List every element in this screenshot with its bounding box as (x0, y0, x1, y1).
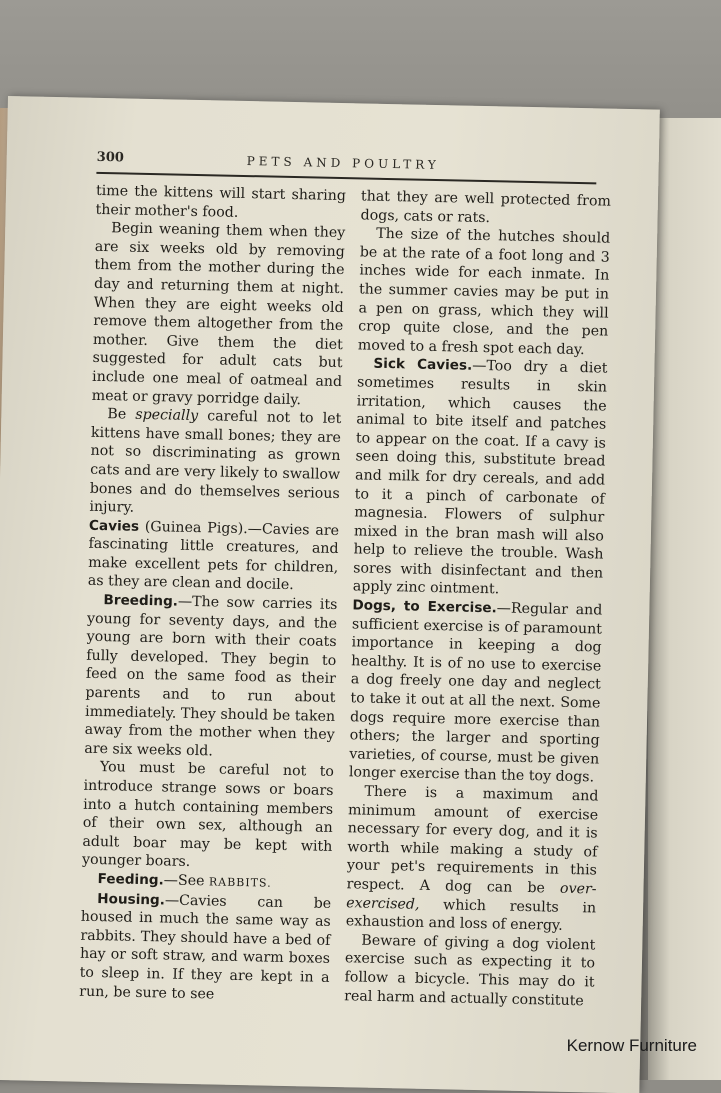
paragraph-text: The size of the hutches should be at the rate of a foot long and 3 inches wide for each inmate. In the summer cavies may be put in a pen on grass, which they will crop quite close, and the pen moved to a fresh spot each day. (357, 225, 611, 358)
paragraph (88, 516, 340, 596)
subsection-heading: Breeding. (103, 592, 179, 610)
paragraph-text: —See (163, 872, 210, 890)
emphasis-text: specially (135, 406, 199, 425)
paragraph (95, 182, 346, 224)
paragraph (358, 225, 611, 360)
paragraph-text: Be (107, 406, 136, 423)
paragraph (346, 782, 599, 936)
paragraph-text: that they are well protected from dogs, cats or rats. (360, 188, 612, 226)
paragraph-text: —Cavies can be housed in much the same way as rabbits. They should have a bed of hay or soft straw, and warm boxes to sleep in. If they are kept in a run, be sure to see (79, 892, 332, 1003)
paragraph (84, 591, 337, 764)
paragraph (82, 758, 334, 875)
paragraph (349, 596, 603, 787)
paragraph (353, 355, 608, 602)
paragraph-text: —The sow carries its young for seventy days, and the young are born with their coats fully developed. They begin to feed on the same food as their parents and to run about immediately. They should be taken away from the mother when they are six weeks old. (84, 593, 338, 760)
section-heading: Dogs, to Exercise. (352, 597, 497, 617)
section-heading: Cavies (88, 517, 140, 535)
page-number: 300 (96, 149, 125, 166)
subsection-heading: Sick Cavies. (373, 356, 473, 375)
cross-reference: RABBITS. (208, 875, 272, 890)
right-column (344, 187, 611, 1010)
paragraph-text: —Too dry a diet sometimes results in skin irritation, which causes the animal to bite itself and patches to appear on the coat. If a cavy is seen doing this, substitute bread and milk for dry cereals, and add to it a pinch of carbonate of magnesia. Flowers of sulphur mixed in the bran mash will also help to relieve the trouble. Wash sores with disinfectant and then apply zinc ointment. (352, 358, 608, 598)
paragraph-text: —Regular and sufficient exercise is of paramount importance in keeping a dog healthy. It is of no use to exercise a dog freely one day and neglect to take it out at all the next. Some dogs require more exercise than others; the larger and sporting varieties, of course, must be given longer exercise than the toy dogs. (348, 600, 603, 786)
running-title: PETS AND POULTRY (246, 154, 440, 173)
book-page (0, 96, 660, 1093)
emphasis-text: over-exercised, (346, 880, 597, 913)
facing-page (648, 118, 721, 1080)
paragraph-text: which results in exhaustion and loss of energy. (345, 896, 597, 934)
paragraph-text: Beware of giving a dog violent exercise such as expecting it to follow a bicycle. This may do it real harm and actually constitute (344, 932, 596, 1009)
paragraph-text: There is a maximum and minimum amount of exercise necessary for every dog, and it is worth while making a study of your pet's requirements in this respect. A dog can be (346, 783, 599, 897)
paragraph-text: Begin weaning them when they are six weeks old by removing them from the mother during the day and returning them at night. When they are eight weeks old remove them altogether from the mother. Give them the diet suggested for adult cats but include one meal of oatmeal and meat or gravy porridge daily. (91, 220, 346, 408)
paragraph (344, 931, 596, 1011)
paragraph-text: (Guinea Pigs).—Cavies are fascinating little creatures, and make excellent pets for children, as they are clean and docile. (87, 518, 340, 594)
watermark: Kernow Furniture (566, 1036, 697, 1055)
paragraph (89, 405, 341, 522)
left-column (79, 182, 346, 1006)
paragraph-text: time the kittens will start sharing their mother's food. (95, 182, 347, 221)
subsection-heading: Feeding. (97, 871, 164, 889)
paragraph (92, 219, 346, 410)
paragraph (360, 187, 611, 229)
paragraph (79, 889, 331, 1006)
subsection-heading: Housing. (97, 890, 166, 909)
paragraph-text: You must be careful not to introduce strange sows or boars into a hutch containing members of their own sex, although an adult boar may be kept with younger boars. (81, 759, 335, 871)
paragraph-text: careful not to let kittens have small bones; they are not so discriminating as grown cats and are very likely to swallow bones and do themselves serious injury. (89, 408, 342, 516)
